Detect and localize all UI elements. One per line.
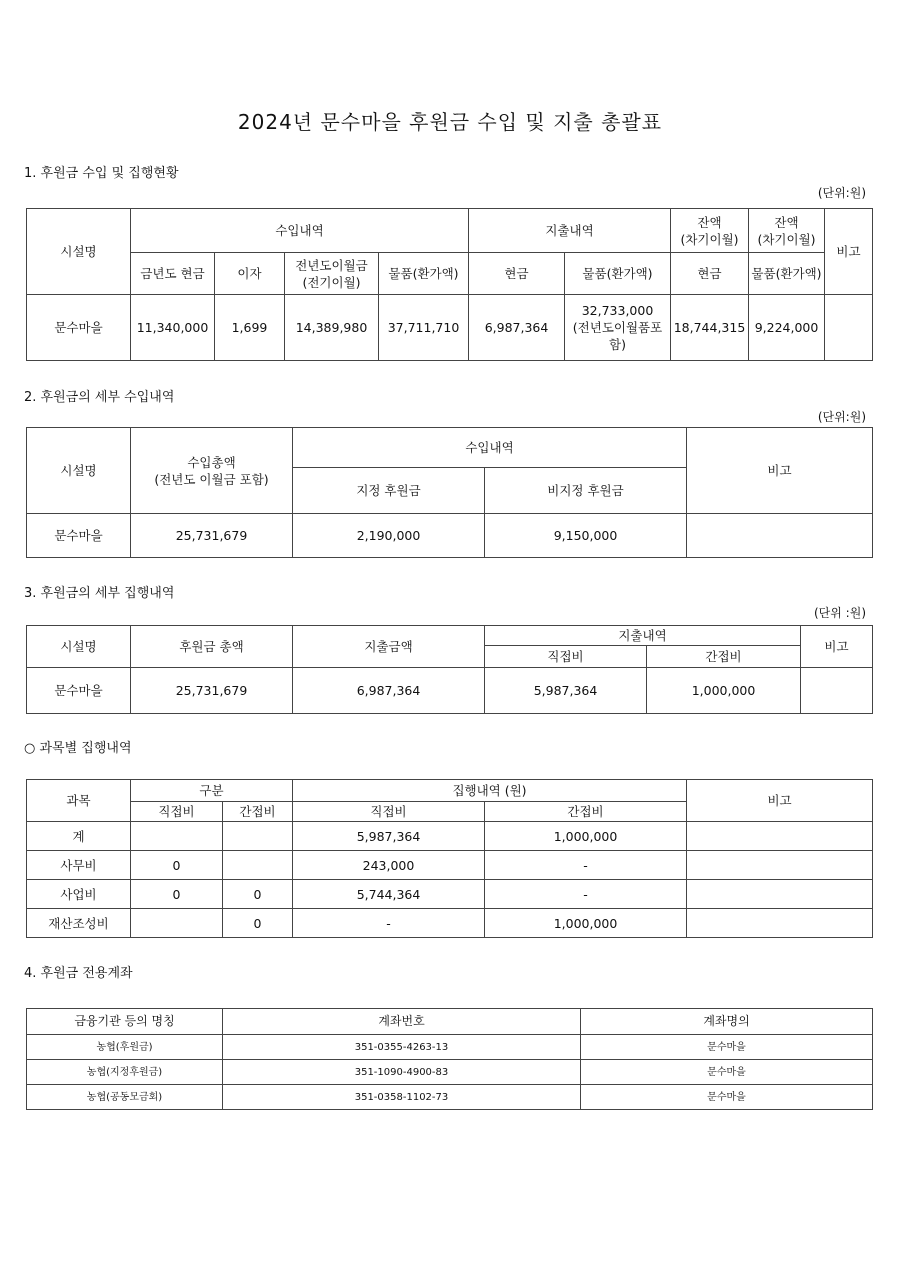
unit-label-3: (단위 :원) bbox=[814, 606, 866, 620]
table-row: 농협(공동모금회) 351-0358-1102-73 문수마을 bbox=[27, 1085, 873, 1110]
header-exec-direct: 직접비 bbox=[293, 802, 485, 822]
header-direct: 직접비 bbox=[485, 646, 647, 668]
header-balance-cash: 잔액 (차기이월) bbox=[671, 209, 749, 253]
header-facility: 시설명 bbox=[27, 209, 131, 295]
table-row: 재산조성비 0 - 1,000,000 bbox=[27, 909, 873, 938]
header-expense-cash: 현금 bbox=[469, 253, 565, 295]
income-detail-table bbox=[26, 427, 873, 558]
header-total: 후원금 총액 bbox=[131, 626, 293, 668]
header-note: 비고 bbox=[801, 626, 873, 668]
table-row: 문수마을 11,340,000 1,699 14,389,980 37,711,710 6,987,364 32,733,000 (전년도이월품포함) 18,744,315 9,224,000 bbox=[27, 295, 873, 361]
header-facility: 시설명 bbox=[27, 428, 131, 514]
header-interest: 이자 bbox=[215, 253, 285, 295]
header-facility: 시설명 bbox=[27, 626, 131, 668]
header-expense-detail: 지출내역 bbox=[485, 626, 801, 646]
header-class-direct: 직접비 bbox=[131, 802, 223, 822]
header-prev-carryover: 전년도이월금 (전기이월) bbox=[285, 253, 379, 295]
header-balance-goods-sub: 물품(환가액) bbox=[749, 253, 825, 295]
header-exec-indirect: 간접비 bbox=[485, 802, 687, 822]
section-3-heading: 3. 후원금의 세부 집행내역 bbox=[24, 586, 175, 601]
header-balance-goods: 잔액 (차기이월) bbox=[749, 209, 825, 253]
table-row: 사업비 0 0 5,744,364 - bbox=[27, 880, 873, 909]
header-total-income: 수입총액 (전년도 이월금 포함) bbox=[131, 428, 293, 514]
header-note: 비고 bbox=[687, 780, 873, 822]
header-expense-goods: 물품(환가액) bbox=[565, 253, 671, 295]
header-holder: 계좌명의 bbox=[581, 1009, 873, 1035]
header-account: 계좌번호 bbox=[223, 1009, 581, 1035]
header-goods: 물품(환가액) bbox=[379, 253, 469, 295]
table-row: 농협(후원금) 351-0355-4263-13 문수마을 bbox=[27, 1035, 873, 1060]
header-expense: 지출내역 bbox=[469, 209, 671, 253]
table-row: 계 5,987,364 1,000,000 bbox=[27, 822, 873, 851]
table-row: 문수마을 25,731,679 2,190,000 9,150,000 bbox=[27, 514, 873, 558]
table-row: 농협(지정후원금) 351-1090-4900-83 문수마을 bbox=[27, 1060, 873, 1085]
header-class-indirect: 간접비 bbox=[223, 802, 293, 822]
unit-label-2: (단위:원) bbox=[817, 410, 866, 424]
header-balance-cash-sub: 현금 bbox=[671, 253, 749, 295]
subject-expense-table bbox=[26, 779, 873, 938]
header-spent: 지출금액 bbox=[293, 626, 485, 668]
page-title: 2024년 문수마을 후원금 수입 및 지출 총괄표 bbox=[237, 110, 663, 134]
header-bank: 금융기관 등의 명칭 bbox=[27, 1009, 223, 1035]
header-income: 수입내역 bbox=[293, 428, 687, 468]
expense-detail-table bbox=[26, 625, 873, 714]
header-subject: 과목 bbox=[27, 780, 131, 822]
section-subject-heading: ○ 과목별 집행내역 bbox=[24, 741, 132, 756]
header-indirect: 간접비 bbox=[647, 646, 801, 668]
header-note: 비고 bbox=[687, 428, 873, 514]
header-class: 구분 bbox=[131, 780, 293, 802]
account-table bbox=[26, 1008, 873, 1110]
header-note: 비고 bbox=[825, 209, 873, 295]
header-exec: 집행내역 (원) bbox=[293, 780, 687, 802]
income-expense-summary-table bbox=[26, 208, 873, 361]
header-designated: 지정 후원금 bbox=[293, 468, 485, 514]
header-cash-current-year: 금년도 현금 bbox=[131, 253, 215, 295]
table-row: 사무비 0 243,000 - bbox=[27, 851, 873, 880]
section-4-heading: 4. 후원금 전용계좌 bbox=[24, 966, 133, 981]
section-2-heading: 2. 후원금의 세부 수입내역 bbox=[24, 390, 175, 405]
section-1-heading: 1. 후원금 수입 및 집행현황 bbox=[24, 166, 179, 181]
header-income: 수입내역 bbox=[131, 209, 469, 253]
table-row: 문수마을 25,731,679 6,987,364 5,987,364 1,000,000 bbox=[27, 668, 873, 714]
unit-label-1: (단위:원) bbox=[817, 186, 866, 200]
header-undesignated: 비지정 후원금 bbox=[485, 468, 687, 514]
